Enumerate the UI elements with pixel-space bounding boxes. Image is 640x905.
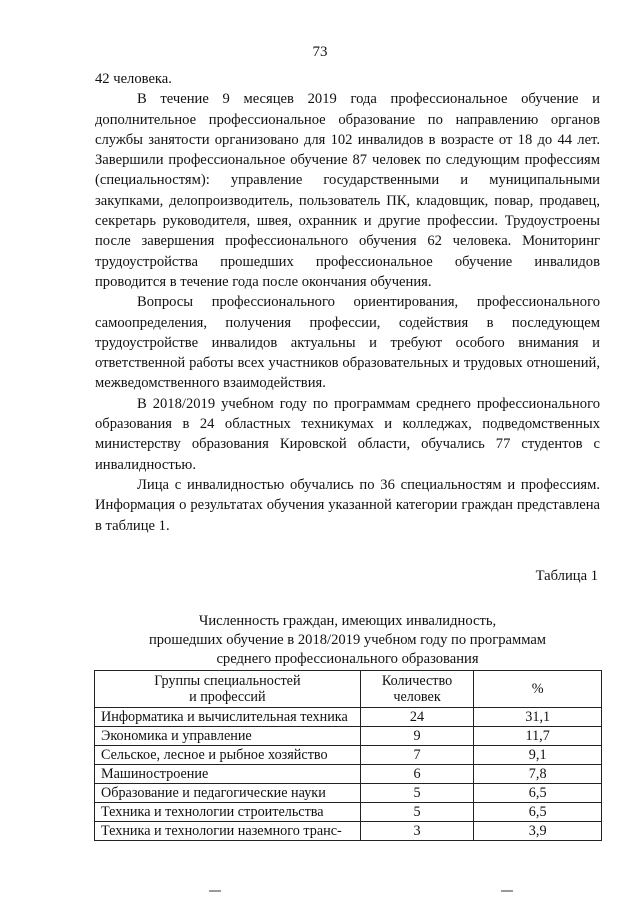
paragraph-1: 42 человека. bbox=[95, 71, 172, 87]
data-table bbox=[94, 670, 602, 841]
row-percent: 11,7 bbox=[474, 727, 602, 746]
header-count bbox=[360, 671, 474, 708]
row-percent: 7,8 bbox=[474, 765, 602, 784]
row-count: 24 bbox=[360, 708, 474, 727]
table-row bbox=[95, 746, 602, 765]
row-percent: 6,5 bbox=[474, 803, 602, 822]
table-row bbox=[95, 708, 602, 727]
header-group bbox=[95, 671, 361, 708]
table-row bbox=[95, 765, 602, 784]
row-group: Сельское, лесное и рыбное хозяйство bbox=[95, 746, 361, 765]
paragraph-2: В течение 9 месяцев 2019 года профессиональное обучение и дополнительное профессиональное образование по направлению органов службы занятости организовано для 102 инвалидов в возрасте от 18 до 44 лет. Завершили профессиональное обучение 87 человек по следующим профессиям (специальностям): управление государственными и муниципальными закупками, делопроизводитель, пользователь ПК, кладовщик, повар, продавец, секретарь руководителя, швея, охранник и другие профессии. Трудоустроены после завершения профессионального обучения 62 человека. Мониторинг трудоустройства прошедших профессиональное обучение инвалидов проводится в течение года после окончания обучения. bbox=[95, 91, 600, 290]
row-group: Образование и педагогические науки bbox=[95, 784, 361, 803]
header-count-line-1: Количество bbox=[381, 673, 453, 689]
row-group: Техника и технологии наземного транс- bbox=[95, 822, 361, 841]
row-count: 5 bbox=[360, 784, 474, 803]
row-percent: 31,1 bbox=[474, 708, 602, 727]
paragraph-4: В 2018/2019 учебном году по программам среднего профессионального образования в 24 областных техникумах и колледжах, подведомственных министерству образования Кировской области, обучались 77 студентов с инвалидностью. bbox=[95, 395, 600, 473]
row-count: 5 bbox=[360, 803, 474, 822]
table-title-line-3: среднего профессионального образования bbox=[216, 651, 479, 667]
body-text bbox=[95, 69, 600, 536]
scan-artifact-right bbox=[501, 890, 513, 892]
row-group: Экономика и управление bbox=[95, 727, 361, 746]
table-row bbox=[95, 784, 602, 803]
row-group: Информатика и вычислительная техника bbox=[95, 708, 361, 727]
row-count: 9 bbox=[360, 727, 474, 746]
row-count: 3 bbox=[360, 822, 474, 841]
header-group-line-1: Группы специальностей bbox=[154, 673, 301, 689]
scan-artifact-left bbox=[209, 890, 221, 892]
table-label: Таблица 1 bbox=[535, 568, 598, 584]
row-percent: 3,9 bbox=[474, 822, 602, 841]
row-count: 7 bbox=[360, 746, 474, 765]
header-percent bbox=[474, 671, 602, 708]
table-title-line-1: Численность граждан, имеющих инвалидность, bbox=[198, 613, 497, 629]
row-group: Техника и технологии строительства bbox=[95, 803, 361, 822]
page-number: 73 bbox=[312, 44, 328, 60]
row-percent: 6,5 bbox=[474, 784, 602, 803]
paragraph-3: Вопросы профессионального ориентирования, профессионального самоопределения, получения профессии, содействия в последующем трудоустройстве инвалидов актуальны и требуют особого внимания и ответственной работы всех участников образовательных и трудовых отношений, межведомственного взаимодействия. bbox=[95, 294, 600, 392]
table-header-row bbox=[95, 671, 602, 708]
header-count-line-2: человек bbox=[393, 689, 441, 705]
row-percent: 9,1 bbox=[474, 746, 602, 765]
paragraph-5: Лица с инвалидностью обучались по 36 специальностям и профессиям. Информация о результатах обучения указанной категории граждан представлена в таблице 1. bbox=[95, 476, 600, 534]
row-group: Машиностроение bbox=[95, 765, 361, 784]
row-count: 6 bbox=[360, 765, 474, 784]
table-row bbox=[95, 822, 602, 841]
header-group-line-2: и профессий bbox=[189, 689, 266, 705]
table-title-line-2: прошедших обучение в 2018/2019 учебном году по программам bbox=[148, 632, 547, 648]
header-percent-label: % bbox=[531, 681, 544, 697]
table-row bbox=[95, 727, 602, 746]
table-row bbox=[95, 803, 602, 822]
table-title bbox=[95, 612, 600, 669]
